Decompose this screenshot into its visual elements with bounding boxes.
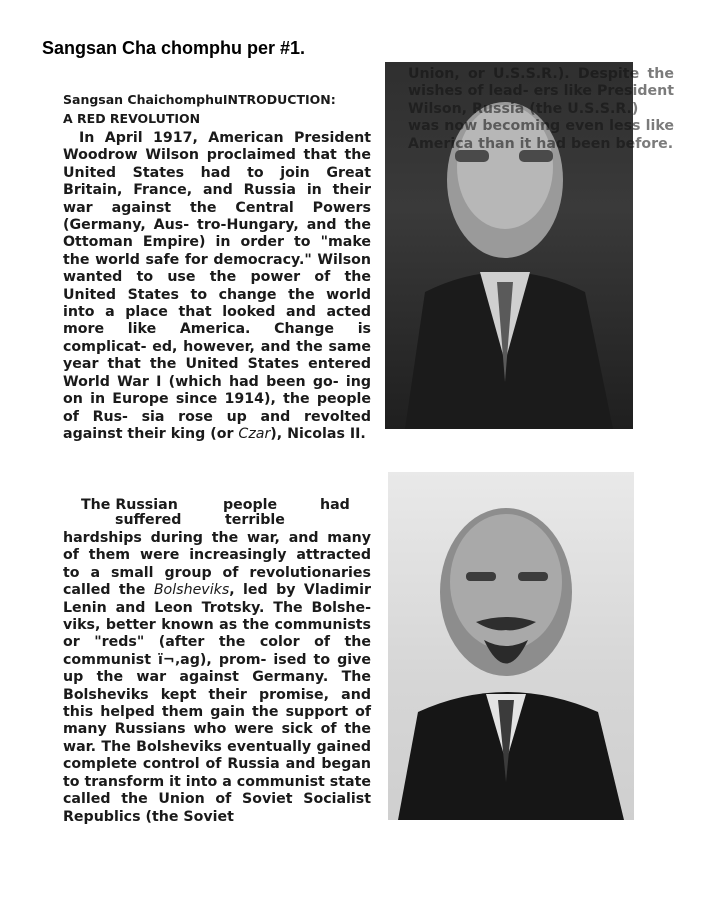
paragraph-1	[63, 130, 371, 443]
overlay-text-bottom: was now becoming even less like America than it had been before.	[408, 118, 674, 152]
paragraph-1-text: In April 1917, American President Woodrow Wilson proclaimed that the United States had to join Great Britain, France, and Russia in their war against the Central Powers (Germany, Aus- tro-Hungary, and the Ottoman Empire) in order to "make the world safe for democracy." Wilson wanted to use the power of the United States to change the world into a place that looked and acted more like America. Change is complicat- ed, however, and the same year that the United States entered World War I (which had been go- ing on in Europe since 1914), the people of Rus- sia rose up and revolted against their king (or	[63, 130, 371, 442]
section-heading: A RED REVOLUTION	[63, 111, 201, 126]
paragraph-1-italic: Czar	[238, 425, 271, 442]
overlay-text	[408, 66, 674, 153]
author-line: Sangsan ChaichomphuINTRODUCTION:	[63, 92, 336, 107]
document-title: Sangsan Cha chomphu per #1.	[42, 38, 306, 58]
portrait-photo-lenin	[388, 472, 634, 820]
heading-word: people	[223, 497, 278, 513]
paragraph-2-italic: Bolsheviks	[153, 582, 230, 599]
heading-word: had	[320, 497, 350, 513]
heading-word: terrible	[225, 512, 285, 528]
paragraph-2-text-cont: , led by Vladimir Lenin and Leon Trotsky. The Bolshe- viks, better known as the communists or "reds" (after the color of the communist ï¬‚ag), prom- ised to give up the war against Germany. The Bolsheviks kept their promise, and this helped them gain the support of many Russians who were sick of the war. The Bolsheviks eventually gained complete control of Russia and began to transform it into a communist state called the Union of Soviet Socialist Republics (the Soviet	[63, 582, 371, 825]
paragraph-2	[63, 530, 371, 826]
overlay-text-top: Union, or U.S.S.R.). Despite the wishes of lead- ers like President Wilson, Russia (the U.S.S.R.)	[408, 66, 674, 117]
paragraph-1-end: ), Nicolas II.	[270, 425, 366, 442]
paragraph-2-text: hardships during the war, and many of them were increasingly attracted to a small group of revolutionaries called the	[63, 530, 371, 599]
heading-word: suffered	[115, 512, 182, 528]
heading-word: The Russian	[81, 497, 178, 513]
portrait-illustration	[388, 472, 634, 820]
